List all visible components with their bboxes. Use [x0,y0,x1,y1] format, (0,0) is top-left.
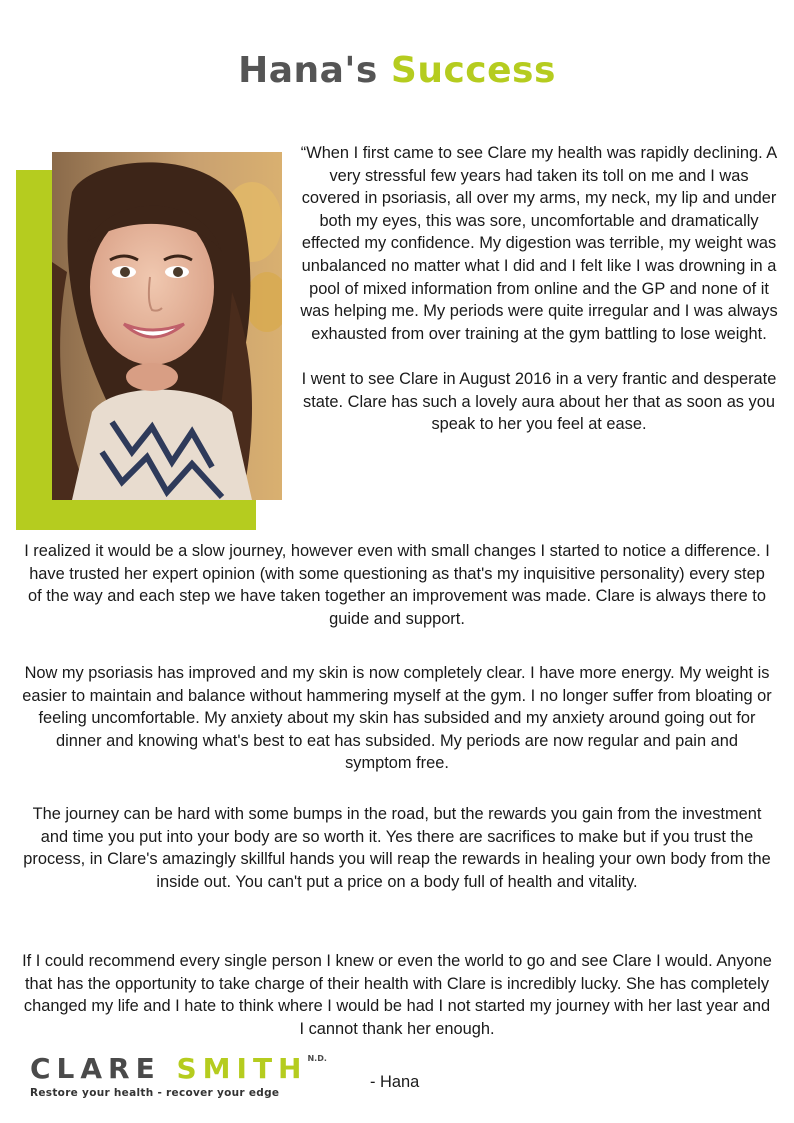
portrait-illustration [52,152,282,500]
intro-paragraph-2: I went to see Clare in August 2016 in a very frantic and desperate state. Clare has such a lovely aura about her that as soon as you speak to her you feel at ease. [301,369,777,434]
body-paragraph-4: If I could recommend every single person I knew or even the world to go and see Clare I would. Anyone that has the opportunity to take charge of their health with Clare is incredibly lucky. She has completely changed my life and I hate to think where I would be had I not started my journey with her last year and I cannot thank her enough. [22,952,772,1038]
logo-word-smith: SMITH [176,1052,308,1085]
title-name: Hana's [238,50,378,91]
clare-smith-logo [30,1052,327,1099]
signature: - Hana [370,1073,420,1091]
page-title [0,50,794,91]
logo-tagline: Restore your health - recover your edge [30,1087,280,1099]
body-paragraph-1: I realized it would be a slow journey, however even with small changes I started to notice a difference. I have trusted her expert opinion (with some questioning as that's my inquisitive personality) every step of the way and each step we have taken together an improvement was made. Clare is always there to guide and support. [24,542,770,628]
title-highlight: Success [390,50,556,91]
logo-wordmark [30,1052,327,1085]
portrait-photo [52,152,282,500]
logo-word-clare: CLARE [30,1052,161,1085]
intro-paragraph-1: “When I first came to see Clare my health was rapidly declining. A very stressful few years had taken its toll on me and I was covered in psoriasis, all over my arms, my neck, my lip and under both my eyes, this was sore, uncomfortable and dramatically effected my confidence. My digestion was terrible, my weight was unbalanced no matter what I did and I felt like I was drowning in a pool of mixed information from online and the GP and none of it was helping me. My periods were quite irregular and I was always exhausted from over training at the gym battling to lose weight. [300,144,778,343]
body-paragraph-2: Now my psoriasis has improved and my skin is now completely clear. I have more energy. My weight is easier to maintain and balance without hammering myself at the gym. I no longer suffer from bloating or feeling uncomfortable. My anxiety about my skin has subsided and my anxiety around going out for dinner and knowing what's best to eat has subsided. My periods are now regular and pain and symptom free. [22,664,772,773]
intro-text [300,142,778,436]
body-paragraph-3: The journey can be hard with some bumps in the road, but the rewards you gain from the investment and time you put into your body are so worth it. Yes there are sacrifices to make but if you trust the process, in Clare's amazingly skillful hands you will reap the rewards in healing your own body from the inside out. You can't put a price on a body full of health and vitality. [23,805,771,891]
logo-suffix: N.D. [307,1054,327,1063]
